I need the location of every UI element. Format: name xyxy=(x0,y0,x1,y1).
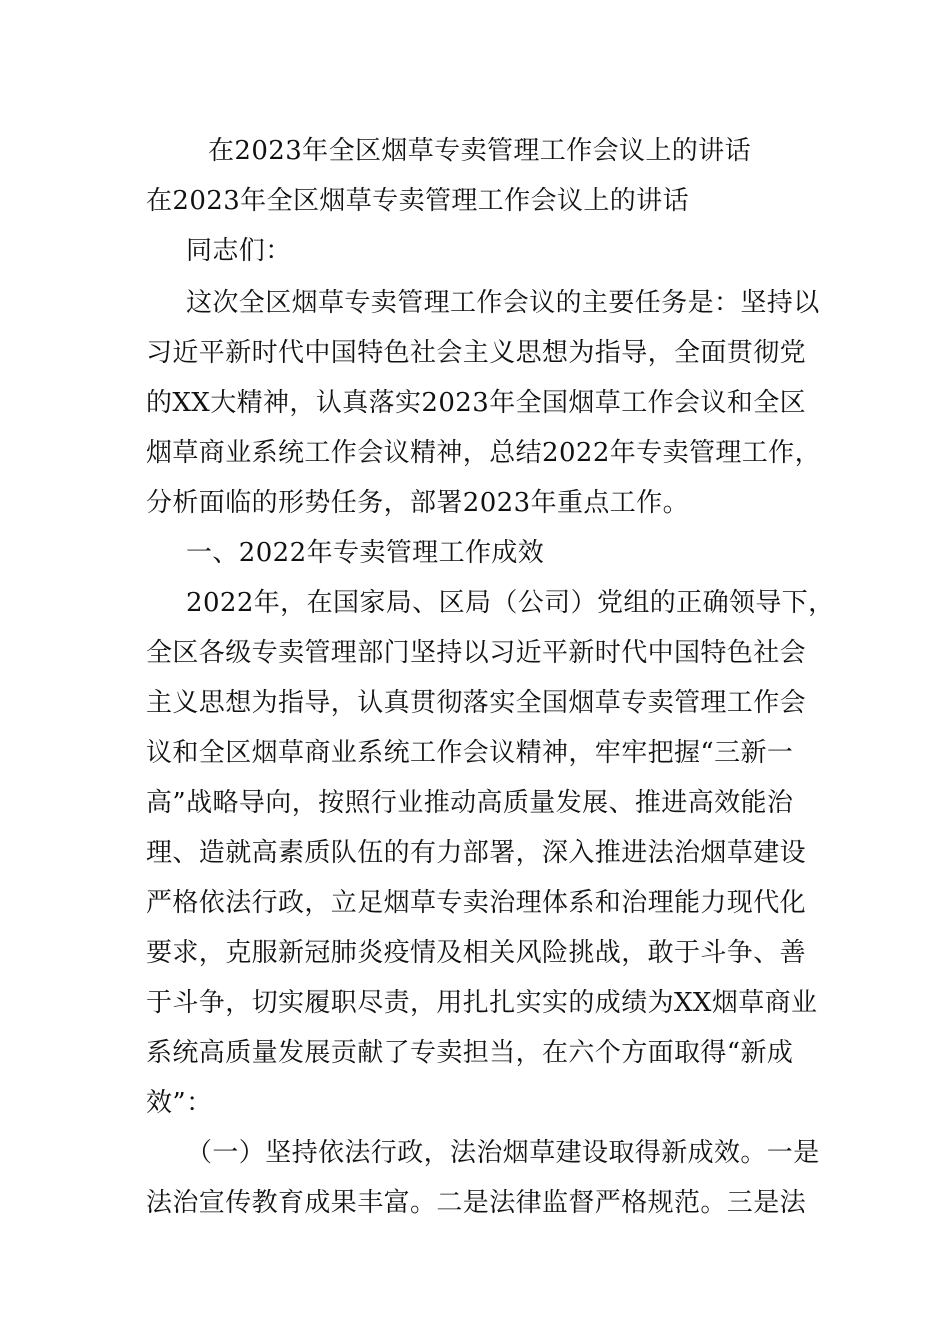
document-subtitle: 在2023年全区烟草专卖管理工作会议上的讲话 xyxy=(146,186,689,216)
paragraph-line: 烟草商业系统工作会议精神，总结2022年专卖管理工作， xyxy=(146,438,821,468)
paragraph-line: 主义思想为指导，认真贯彻落实全国烟草专卖管理工作会 xyxy=(146,688,807,718)
paragraph-line: 的XX大精神，认真落实2023年全国烟草工作会议和全区 xyxy=(146,388,806,418)
paragraph-line: 分析面临的形势任务，部署2023年重点工作。 xyxy=(146,488,689,518)
section-heading: 一、2022年专卖管理工作成效 xyxy=(186,538,545,568)
paragraph-line: 效”： xyxy=(146,1088,213,1118)
salutation: 同志们： xyxy=(186,236,292,266)
paragraph-line: 全区各级专卖管理部门坚持以习近平新时代中国特色社会 xyxy=(146,638,807,668)
paragraph-line: 严格依法行政，立足烟草专卖治理体系和治理能力现代化 xyxy=(146,888,807,918)
paragraph-line: 理、造就高素质队伍的有力部署，深入推进法治烟草建设 xyxy=(146,838,807,868)
paragraph-line: 要求，克服新冠肺炎疫情及相关风险挑战，敢于斗争、善 xyxy=(146,938,807,968)
paragraph-line: 2022年，在国家局、区局（公司）党组的正确领导下， xyxy=(186,588,835,618)
document-title: 在2023年全区烟草专卖管理工作会议上的讲话 xyxy=(208,136,751,166)
paragraph-line: 这次全区烟草专卖管理工作会议的主要任务是：坚持以 xyxy=(186,288,820,318)
subsection-heading: （一）坚持依法行政，法治烟草建设取得新成效。一是 xyxy=(186,1138,820,1168)
paragraph-line: 高”战略导向，按照行业推动高质量发展、推进高效能治 xyxy=(146,788,794,818)
paragraph-line: 于斗争，切实履职尽责，用扎扎实实的成绩为XX烟草商业 xyxy=(146,988,818,1018)
paragraph-line: 议和全区烟草商业系统工作会议精神，牢牢把握“三新一 xyxy=(146,738,794,768)
paragraph-line: 系统高质量发展贡献了专卖担当，在六个方面取得“新成 xyxy=(146,1038,794,1068)
paragraph-line: 法治宣传教育成果丰富。二是法律监督严格规范。三是法 xyxy=(146,1188,807,1218)
paragraph-line: 习近平新时代中国特色社会主义思想为指导，全面贯彻党 xyxy=(146,338,807,368)
